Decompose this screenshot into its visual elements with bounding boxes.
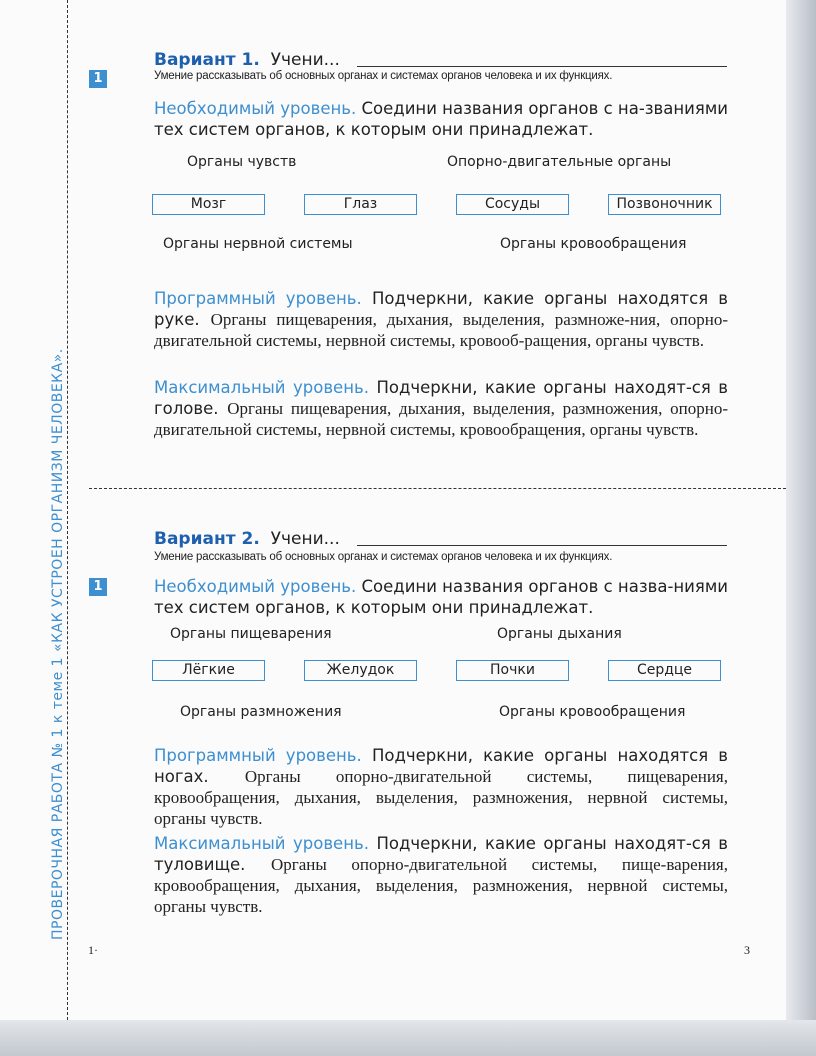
student-label: Учени... bbox=[270, 50, 340, 70]
required-level-paragraph bbox=[154, 576, 728, 618]
program-level-paragraph bbox=[154, 745, 728, 829]
program-level-paragraph bbox=[154, 288, 728, 351]
level-label: Необходимый уровень. bbox=[154, 577, 357, 596]
required-level-paragraph bbox=[154, 98, 728, 140]
level-label: Максимальный уровень. bbox=[154, 378, 369, 397]
horizontal-cut-line bbox=[89, 488, 786, 489]
student-name-line[interactable] bbox=[357, 544, 727, 546]
group-label: Органы размножения bbox=[180, 704, 342, 720]
organ-box[interactable]: Лёгкие bbox=[152, 660, 265, 681]
variant-title: Вариант 2. bbox=[154, 529, 260, 549]
group-label: Органы кровообращения bbox=[499, 704, 686, 720]
group-label: Опорно-двигательные органы bbox=[447, 154, 672, 170]
organ-systems-list[interactable]: Органы пищеварения, дыхания, выделения, размноже-ния, опорно-двигательной системы, нервной системы, кровооб-ращения, органы чувств. bbox=[154, 310, 729, 350]
group-label: Органы кровообращения bbox=[500, 236, 687, 252]
page-number: 3 bbox=[744, 943, 750, 957]
organ-systems-list[interactable]: Органы пищеварения, дыхания, выделения, размножения, опорно-двигательной системы, нервной системы, кровообращения, органы чувств. bbox=[154, 399, 728, 439]
group-label: Органы чувств bbox=[187, 154, 297, 170]
level-label: Максимальный уровень. bbox=[154, 834, 369, 853]
group-label: Органы пищеварения bbox=[170, 626, 332, 642]
maximum-level-paragraph bbox=[154, 377, 728, 440]
variant-2-header bbox=[154, 529, 340, 549]
organ-box[interactable]: Мозг bbox=[152, 194, 265, 215]
task-number-badge: 1 bbox=[89, 578, 107, 596]
group-label: Органы дыхания bbox=[497, 626, 622, 642]
variant-title: Вариант 1. bbox=[154, 50, 260, 70]
skill-description: Умение рассказывать об основных органах и системах органов человека и их функциях. bbox=[154, 551, 613, 563]
level-task: Подчеркни, какие органы находят-ся в голове. bbox=[154, 378, 729, 418]
level-task: Подчеркни, какие органы находятся в ногах. bbox=[154, 746, 729, 786]
level-task: Соедини названия органов с назва-ниями тех систем органов, к которым они принадлежат. bbox=[154, 577, 728, 617]
organ-box[interactable]: Сосуды bbox=[456, 194, 569, 215]
organ-box[interactable]: Сердце bbox=[608, 660, 721, 681]
student-label: Учени... bbox=[270, 529, 340, 549]
organ-systems-list[interactable]: Органы опорно-двигательной системы, пище-варения, кровообращения, дыхания, выделения, размножения, нервной системы, органы чувств. bbox=[154, 855, 728, 916]
footer-mark: 1· bbox=[88, 943, 98, 957]
variant-1-header bbox=[154, 50, 340, 70]
level-task: Соедини названия органов с на-званиями тех систем органов, к которым они принадлежат. bbox=[154, 99, 728, 139]
student-name-line[interactable] bbox=[357, 65, 727, 67]
level-label: Программный уровень. bbox=[154, 289, 362, 308]
organ-box[interactable]: Позвоночник bbox=[608, 194, 721, 215]
organ-box[interactable]: Желудок bbox=[304, 660, 417, 681]
level-label: Необходимый уровень. bbox=[154, 99, 357, 118]
level-task: Подчеркни, какие органы находят-ся в туловище. bbox=[154, 834, 729, 874]
level-task: Подчеркни, какие органы находятся в руке. bbox=[154, 289, 729, 329]
organ-box[interactable]: Глаз bbox=[304, 194, 417, 215]
task-number-badge: 1 bbox=[89, 70, 107, 88]
group-label: Органы нервной системы bbox=[163, 236, 353, 252]
page-edge-shadow bbox=[786, 0, 816, 1056]
skill-description: Умение рассказывать об основных органах и системах органов человека и их функциях. bbox=[154, 70, 613, 82]
maximum-level-paragraph bbox=[154, 833, 728, 917]
organ-box[interactable]: Почки bbox=[456, 660, 569, 681]
page-bottom-shadow bbox=[0, 1020, 816, 1056]
level-label: Программный уровень. bbox=[154, 746, 362, 765]
side-title: ПРОВЕРОЧНАЯ РАБОТА № 1 к теме 1 «КАК УСТРОЕН ОРГАНИЗМ ЧЕЛОВЕКА». bbox=[50, 348, 66, 940]
organ-systems-list[interactable]: Органы опорно-двигательной системы, пищеварения, кровообращения, дыхания, выделения, размножения, нервной системы, органы чувств. bbox=[154, 767, 728, 828]
